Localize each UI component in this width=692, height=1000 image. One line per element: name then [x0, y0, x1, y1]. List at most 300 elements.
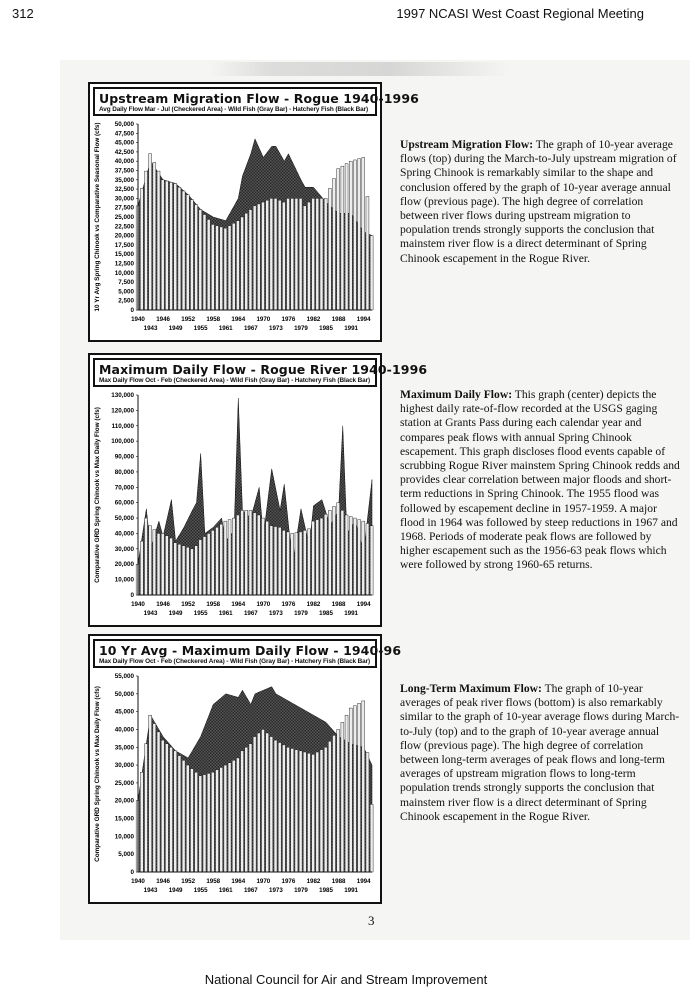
y-tick-label: 90,000 [114, 453, 134, 461]
y-tick-label: 45,000 [114, 708, 134, 716]
paragraph-long-term [400, 682, 683, 824]
x-tick-label: 1940 [131, 878, 145, 885]
wild-fish-bar [270, 526, 273, 595]
chart-header [93, 87, 419, 116]
wild-fish-bar [140, 772, 143, 872]
paragraph-body: The graph of 10-year average flows (top) during the March-to-July upstream migration of Spring Chinook is remarkably similar to the shape and conclusion offered by the graph of 10-year average annual flow (previous page). The high degree of correlation between river flows during upstream migration to population trends strongly supports the conclusion that mainstem river flow is a direct determinant of Spring Chinook escapement in the Rogue River. [400, 138, 677, 265]
y-tick-label: 47,500 [114, 130, 134, 138]
x-tick-label: 1955 [193, 325, 208, 332]
wild-fish-bar [291, 533, 294, 595]
wild-fish-bar [174, 751, 177, 872]
wild-fish-bar [303, 206, 306, 310]
paragraph-upstream-migration [400, 138, 683, 266]
x-tick-label: 1964 [231, 316, 246, 323]
chart-subtitle: Max Daily Flow Oct - Feb (Checkered Area) - Wild Fish (Gray Bar) - Hatchery Fish (Black Bar) [99, 658, 371, 665]
y-tick-label: 70,000 [114, 484, 134, 492]
y-tick-label: 50,000 [114, 121, 134, 128]
x-tick-label: 1991 [344, 887, 358, 894]
wild-fish-bar [307, 753, 310, 872]
chart-panel-upstream [88, 82, 419, 342]
wild-fish-bar [299, 198, 302, 310]
wild-fish-bar [245, 213, 248, 310]
wild-fish-bar [307, 202, 310, 310]
y-tick-label: 25,000 [114, 214, 134, 221]
chart-10yr-avg-maximum-daily-flow [90, 670, 378, 902]
wild-fish-bar [362, 521, 365, 595]
y-tick-label: 20,000 [114, 232, 134, 240]
wild-fish-bar [216, 226, 219, 310]
wild-fish-bar [295, 198, 298, 310]
wild-fish-bar [245, 510, 248, 595]
wild-fish-bar [199, 210, 202, 310]
wild-fish-bar [241, 217, 244, 310]
wild-fish-bar [291, 748, 294, 872]
x-tick-label: 1991 [344, 610, 358, 617]
wild-fish-bar [282, 745, 285, 872]
wild-fish-bar [157, 533, 160, 595]
wild-fish-bar [337, 169, 340, 310]
x-tick-label: 1955 [193, 887, 208, 894]
y-tick-label: 55,000 [114, 673, 134, 680]
wild-fish-bar [216, 527, 219, 595]
x-tick-label: 1988 [331, 601, 346, 608]
wild-fish-bar [216, 770, 219, 872]
y-axis-title: Comparative GRD Spring Chinook vs Max Daily Flow (cfs) [94, 407, 101, 583]
x-tick-label: 1982 [306, 316, 321, 323]
x-tick-label: 1985 [319, 887, 333, 894]
chart-title: Upstream Migration Flow - Rogue 1940-1996 [99, 91, 419, 106]
y-tick-label: 37,500 [114, 167, 134, 175]
wild-fish-bar [274, 198, 277, 310]
y-tick-label: 40,000 [114, 726, 134, 734]
wild-fish-bar [190, 769, 193, 872]
y-axis-title: Comparative GRD Spring Chinook vs Max Daily Flow (cfs) [94, 686, 101, 862]
paragraph-body: This graph (center) depicts the highest daily rate-of-flow recorded at the USGS gaging station at Grants Pass during each calendar year and compares peak flows with annual Spring Chinook escapement. This graph discloses flood events capable of scrubbing Rogue River mainstem Spring Chinook redds and provides clear correlation between major floods and short-term reductions in Spring Chinook. The 1955 flood was followed by escapement decline in 1957-1959. A major flood in 1964 was followed by steep reductions in 1967 and 1968. Periods of moderate peak flows are followed by higher escapement such as the 1956-63 peak flows which were followed by strong 1960-65 returns. [400, 388, 680, 572]
x-tick-label: 1952 [181, 316, 196, 323]
y-tick-label: 20,000 [114, 797, 134, 805]
wild-fish-bar [295, 750, 298, 872]
y-axis-title: 10 Yr Avg Spring Chinook vs Comparative Seasonal Flow (cfs) [94, 122, 101, 312]
wild-fish-bar [203, 215, 206, 310]
wild-fish-bar [207, 773, 210, 872]
wild-fish-bar [266, 200, 269, 310]
chart-header [93, 639, 402, 668]
wild-fish-bar [312, 198, 315, 310]
wild-fish-bar [157, 171, 160, 310]
wild-fish-bar [295, 533, 298, 595]
x-tick-label: 1967 [243, 325, 258, 332]
wild-fish-bar [282, 530, 285, 595]
chart-panel-maximum-daily [88, 353, 428, 627]
x-tick-label: 1943 [143, 887, 158, 894]
y-tick-label: 120,000 [111, 407, 134, 415]
wild-fish-bar [145, 171, 148, 310]
wild-fish-bar [337, 503, 340, 595]
wild-fish-bar [178, 756, 181, 872]
y-tick-label: 40,000 [114, 158, 134, 166]
wild-fish-bar [199, 540, 202, 595]
wild-fish-bar [328, 741, 331, 872]
x-tick-label: 1970 [256, 878, 271, 885]
x-tick-label: 1979 [294, 325, 308, 332]
wild-fish-bar [220, 227, 223, 310]
wild-fish-bar [312, 521, 315, 595]
wild-fish-bar [353, 706, 356, 872]
wild-fish-bar [140, 541, 143, 595]
chart-title: 10 Yr Avg - Maximum Daily Flow - 1940-96 [99, 643, 402, 658]
wild-fish-bar [211, 772, 214, 872]
wild-fish-bar [266, 733, 269, 872]
wild-fish-bar [274, 527, 277, 595]
chart-subtitle: Max Daily Flow Oct - Feb (Checkered Area) - Wild Fish (Gray Bar) - Hatchery Fish (Black Bar) [99, 377, 371, 384]
wild-fish-bar [145, 744, 148, 872]
x-tick-label: 1988 [331, 878, 346, 885]
wild-fish-bar [207, 533, 210, 595]
x-tick-label: 1949 [168, 610, 183, 617]
wild-fish-bar [195, 772, 198, 872]
wild-fish-bar [140, 188, 143, 310]
wild-fish-bar [174, 543, 177, 595]
wild-fish-bar [257, 515, 260, 595]
wild-fish-bar [353, 518, 356, 595]
wild-fish-bar [236, 758, 239, 872]
x-tick-label: 1949 [168, 887, 183, 894]
y-tick-label: 5,000 [118, 288, 134, 296]
x-tick-label: 1967 [243, 610, 258, 617]
wild-fish-bar [203, 775, 206, 872]
wild-fish-bar [224, 765, 227, 872]
wild-fish-bar [274, 740, 277, 872]
chart-title: Maximum Daily Flow - Rogue River 1940-1996 [99, 362, 428, 377]
wild-fish-bar [170, 182, 173, 310]
x-tick-label: 1970 [256, 601, 271, 608]
wild-fish-bar [253, 737, 256, 872]
x-tick-label: 1958 [206, 316, 221, 323]
wild-fish-bar [249, 744, 252, 872]
wild-fish-bar [324, 747, 327, 872]
wild-fish-bar [349, 708, 352, 872]
wild-fish-bar [257, 204, 260, 310]
chart-maximum-daily-flow [90, 389, 378, 625]
wild-fish-bar [349, 517, 352, 595]
wild-fish-bar [320, 518, 323, 595]
wild-fish-bar [203, 537, 206, 595]
wild-fish-bar [307, 529, 310, 595]
y-tick-label: 20,000 [114, 561, 134, 569]
wild-fish-bar [253, 206, 256, 310]
x-tick-label: 1985 [319, 610, 333, 617]
wild-fish-bar [228, 520, 231, 595]
y-tick-label: 10,000 [114, 833, 134, 841]
wild-fish-bar [241, 510, 244, 595]
x-tick-label: 1979 [294, 610, 308, 617]
wild-fish-bar [299, 532, 302, 595]
x-tick-label: 1958 [206, 878, 221, 885]
wild-fish-bar [190, 200, 193, 310]
wild-fish-bar [195, 205, 198, 310]
y-tick-label: 0 [130, 869, 134, 876]
wild-fish-bar [370, 236, 373, 310]
wild-fish-bar [370, 526, 373, 595]
wild-fish-bar [266, 521, 269, 595]
paragraph-lead: Long-Term Maximum Flow: [400, 682, 542, 695]
y-tick-label: 22,500 [114, 223, 134, 231]
wild-fish-bar [333, 735, 336, 872]
wild-fish-bar [366, 197, 369, 310]
wild-fish-bar [182, 760, 185, 872]
wild-fish-bar [232, 760, 235, 872]
x-tick-label: 1955 [193, 610, 208, 617]
wild-fish-bar [278, 200, 281, 310]
wild-fish-bar [249, 510, 252, 595]
wild-fish-bar [345, 515, 348, 595]
wild-fish-bar [303, 530, 306, 595]
running-header: 1997 NCASI West Coast Regional Meeting [396, 6, 644, 21]
wild-fish-bar [299, 751, 302, 872]
wild-fish-bar [337, 729, 340, 872]
wild-fish-bar [190, 549, 193, 595]
wild-fish-bar [353, 160, 356, 310]
wild-fish-bar [282, 202, 285, 310]
y-tick-label: 27,500 [114, 204, 134, 212]
wild-fish-bar [170, 747, 173, 872]
x-tick-label: 1946 [156, 316, 170, 323]
wild-fish-bar [257, 733, 260, 872]
wild-fish-bar [370, 804, 373, 872]
y-tick-label: 30,000 [114, 195, 134, 203]
chart-subtitle: Avg Daily Flow Mar - Jul (Checkered Area) - Wild Fish (Gray Bar) - Hatchery Fish (Black Bar) [99, 106, 369, 113]
y-tick-label: 50,000 [114, 515, 134, 523]
x-tick-label: 1952 [181, 878, 196, 885]
chart-header [93, 358, 428, 387]
wild-fish-bar [149, 526, 152, 595]
wild-fish-bar [341, 722, 344, 872]
x-tick-label: 1940 [131, 601, 145, 608]
wild-fish-bar [303, 752, 306, 872]
wild-fish-bar [287, 747, 290, 872]
wild-fish-bar [157, 732, 160, 872]
wild-fish-bar [287, 198, 290, 310]
wild-fish-bar [186, 195, 189, 310]
y-tick-label: 25,000 [114, 779, 134, 787]
wild-fish-bar [228, 226, 231, 310]
wild-fish-bar [333, 507, 336, 595]
wild-fish-bar [236, 515, 239, 595]
wild-fish-bar [186, 547, 189, 595]
x-tick-label: 1988 [331, 316, 346, 323]
wild-fish-bar [366, 753, 369, 872]
wild-fish-bar [320, 750, 323, 872]
x-tick-label: 1970 [256, 316, 271, 323]
y-tick-label: 130,000 [111, 392, 134, 399]
wild-fish-bar [312, 754, 315, 872]
wild-fish-bar [324, 198, 327, 310]
wild-fish-bar [341, 510, 344, 595]
wild-fish-bar [236, 221, 239, 310]
x-tick-label: 1952 [181, 601, 196, 608]
wild-fish-bar [358, 159, 361, 310]
x-tick-label: 1976 [281, 878, 296, 885]
paragraph-lead: Maximum Daily Flow: [400, 388, 513, 401]
wild-fish-bar [178, 187, 181, 310]
wild-fish-bar [253, 513, 256, 595]
x-tick-label: 1976 [281, 601, 296, 608]
wild-fish-bar [278, 743, 281, 872]
y-tick-label: 100,000 [111, 438, 134, 446]
y-tick-label: 32,500 [114, 186, 134, 194]
wild-fish-bar [287, 532, 290, 595]
x-tick-label: 1979 [294, 887, 308, 894]
y-tick-label: 0 [130, 592, 134, 599]
page-footer: National Council for Air and Stream Improvement [204, 972, 488, 987]
x-tick-label: 1973 [269, 887, 283, 894]
wild-fish-bar [145, 518, 148, 595]
wild-fish-bar [228, 763, 231, 872]
wild-fish-bar [161, 740, 164, 872]
y-tick-label: 2,500 [118, 297, 134, 305]
x-tick-label: 1946 [156, 878, 170, 885]
wild-fish-bar [186, 765, 189, 872]
wild-fish-bar [153, 530, 156, 595]
y-tick-label: 110,000 [111, 422, 134, 430]
x-tick-label: 1985 [319, 325, 333, 332]
x-tick-label: 1973 [269, 325, 283, 332]
x-tick-label: 1976 [281, 316, 296, 323]
x-tick-label: 1991 [344, 325, 358, 332]
y-tick-label: 17,500 [114, 241, 134, 249]
wild-fish-bar [182, 191, 185, 310]
wild-fish-bar [328, 188, 331, 310]
wild-fish-bar [245, 747, 248, 872]
wild-fish-bar [249, 210, 252, 310]
x-tick-label: 1949 [168, 325, 183, 332]
x-tick-label: 1961 [218, 610, 233, 617]
paragraph-maximum-daily [400, 388, 683, 573]
wild-fish-bar [345, 715, 348, 872]
y-tick-label: 15,000 [114, 251, 134, 259]
wild-fish-bar [224, 228, 227, 310]
page-number: 312 [12, 6, 34, 21]
x-tick-label: 1943 [143, 325, 158, 332]
x-tick-label: 1994 [356, 316, 371, 323]
y-tick-label: 35,000 [114, 744, 134, 752]
wild-fish-bar [345, 164, 348, 310]
wild-fish-bar [349, 161, 352, 310]
x-tick-label: 1958 [206, 601, 221, 608]
wild-fish-bar [220, 767, 223, 872]
x-tick-label: 1973 [269, 610, 283, 617]
x-tick-label: 1961 [218, 325, 233, 332]
wild-fish-bar [199, 776, 202, 872]
x-tick-label: 1967 [243, 887, 258, 894]
wild-fish-bar [195, 546, 198, 595]
wild-fish-bar [153, 162, 156, 310]
wild-fish-bar [328, 510, 331, 595]
wild-fish-bar [341, 166, 344, 310]
x-tick-label: 1994 [356, 878, 371, 885]
wild-fish-bar [161, 180, 164, 310]
wild-fish-bar [362, 157, 365, 310]
x-tick-label: 1964 [231, 878, 246, 885]
wild-fish-bar [232, 223, 235, 310]
wild-fish-bar [165, 181, 168, 310]
wild-fish-bar [165, 744, 168, 872]
x-tick-label: 1982 [306, 878, 321, 885]
wild-fish-bar [207, 219, 210, 310]
wild-fish-bar [324, 514, 327, 595]
y-tick-label: 40,000 [114, 530, 134, 538]
y-tick-label: 30,000 [114, 545, 134, 553]
wild-fish-bar [358, 520, 361, 595]
paragraph-body: The graph of 10-year averages of peak river flows (bottom) is also remarkably similar to the graph of 10-year average flows during March-to-July (top) and to the graph of 10-year average annual flow (previous page). The high degree of correlation between long-term averages of peak flows and long-term averages of upstream migration flows to long-term population trends strongly supports the conclusion that mainstem river flow is a direct determinant of Spring Chinook escapement in the Rogue River. [400, 682, 680, 823]
wild-fish-bar [232, 518, 235, 595]
wild-fish-bar [182, 546, 185, 595]
wild-fish-bar [320, 198, 323, 310]
wild-fish-bar [178, 544, 181, 595]
bleed-through-text [210, 62, 510, 76]
x-tick-label: 1994 [356, 601, 371, 608]
wild-fish-bar [333, 179, 336, 310]
x-tick-label: 1961 [218, 887, 233, 894]
wild-fish-bar [278, 527, 281, 595]
y-tick-label: 12,500 [114, 260, 134, 268]
y-tick-label: 35,000 [114, 176, 134, 184]
wild-fish-bar [270, 737, 273, 872]
wild-fish-bar [220, 524, 223, 595]
y-tick-label: 45,000 [114, 139, 134, 147]
paragraph-lead: Upstream Migration Flow: [400, 138, 534, 151]
chart-upstream-migration-flow [90, 118, 378, 340]
wild-fish-bar [316, 752, 319, 872]
x-tick-label: 1982 [306, 601, 321, 608]
x-tick-label: 1964 [231, 601, 246, 608]
y-tick-label: 10,000 [114, 576, 134, 584]
wild-fish-bar [270, 198, 273, 310]
x-tick-label: 1940 [131, 316, 145, 323]
wild-fish-bar [149, 715, 152, 872]
wild-fish-bar [153, 724, 156, 872]
wild-fish-bar [224, 521, 227, 595]
y-tick-label: 30,000 [114, 762, 134, 770]
wild-fish-bar [291, 198, 294, 310]
x-tick-label: 1943 [143, 610, 158, 617]
wild-fish-bar [262, 518, 265, 595]
wild-fish-bar [358, 703, 361, 872]
wild-fish-bar [366, 523, 369, 595]
page-center-number: 3 [368, 913, 375, 928]
y-tick-label: 5,000 [118, 851, 134, 859]
chart-panel-10yr-max-daily [88, 634, 402, 904]
wild-fish-bar [316, 520, 319, 595]
y-tick-label: 7,500 [118, 279, 134, 287]
wild-fish-bar [161, 533, 164, 595]
wild-fish-bar [211, 530, 214, 595]
wild-fish-bar [165, 536, 168, 595]
y-tick-label: 15,000 [114, 815, 134, 823]
y-tick-label: 60,000 [114, 499, 134, 507]
x-tick-label: 1946 [156, 601, 170, 608]
y-tick-label: 80,000 [114, 468, 134, 476]
y-tick-label: 50,000 [114, 690, 134, 698]
wild-fish-bar [170, 538, 173, 595]
wild-fish-bar [262, 202, 265, 310]
wild-fish-bar [262, 729, 265, 872]
wild-fish-bar [211, 224, 214, 310]
wild-fish-bar [362, 701, 365, 872]
wild-fish-bar [174, 184, 177, 310]
y-tick-label: 0 [130, 307, 134, 314]
y-tick-label: 10,000 [114, 269, 134, 277]
